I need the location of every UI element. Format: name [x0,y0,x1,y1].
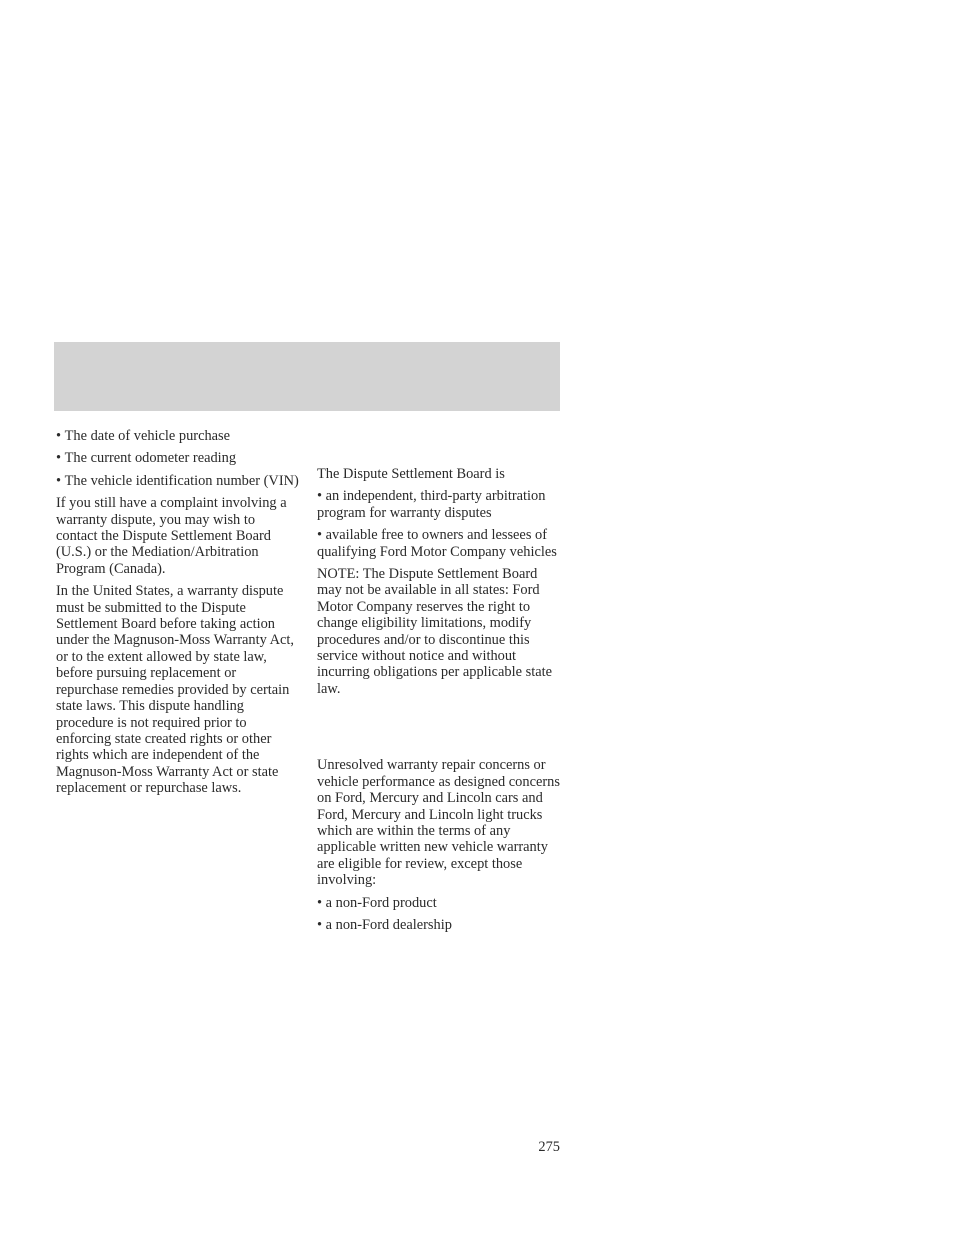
note-paragraph: NOTE: The Dispute Settlement Board may not be available in all states: Ford Motor Company reserves the right to change eligibility limitations, modify procedures and/or to discontinue this service without notice and without incurring obligations per applicable state law. [317,566,552,697]
bullet-independent-program: • an independent, third-party arbitration program for warranty disputes [317,488,561,521]
bullet-odometer-reading: • The current odometer reading [56,450,300,466]
bullet-non-ford-product: • a non-Ford product [317,895,561,911]
right-column [317,466,561,939]
page-number: 275 [538,1139,560,1155]
bullet-vin: • The vehicle identification number (VIN) [56,473,300,489]
eligibility-paragraph: Unresolved warranty repair concerns or vehicle performance as designed concerns on Ford, Mercury and Lincoln cars and Ford, Mercury and Lincoln light trucks which are within the terms of any applicable written new vehicle warranty are eligible for review, except those involving: [317,757,560,889]
paragraph-complaint: If you still have a complaint involving a warranty dispute, you may wish to contact the Dispute Settlement Board (U.S.) or the Mediation/Arbitration Program (Canada). [56,495,287,577]
left-column [56,428,300,803]
section-header-band [54,342,560,411]
paragraph-united-states: In the United States, a warranty dispute must be submitted to the Dispute Settlement Board before taking action under the Magnuson-Moss Warranty Act, or to the extent allowed by state law, before pursuing replacement or repurchase remedies provided by certain state laws. This dispute handling procedure is not required prior to enforcing state created rights or other rights which are independent of the Magnuson-Moss Warranty Act or state replacement or repurchase laws. [56,583,294,797]
bullet-available-free: • available free to owners and lessees of qualifying Ford Motor Company vehicles [317,527,561,560]
board-intro: The Dispute Settlement Board is [317,466,505,482]
section-spacer [317,703,561,757]
bullet-purchase-date: • The date of vehicle purchase [56,428,300,444]
bullet-non-ford-dealership: • a non-Ford dealership [317,917,561,933]
